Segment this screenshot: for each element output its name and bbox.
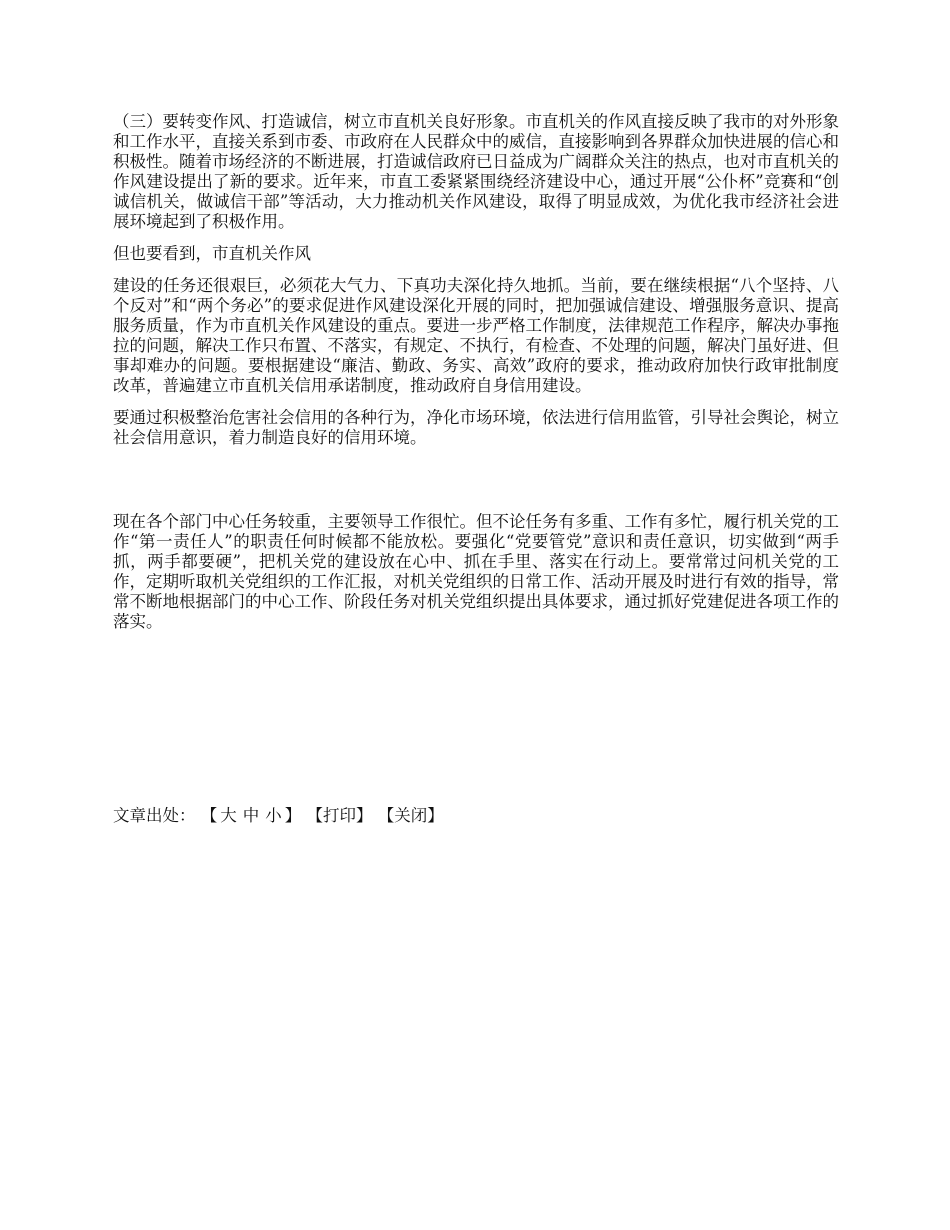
article-paragraph-2: 但也要看到，市直机关作风: [113, 244, 311, 263]
font-size-medium-link[interactable]: 中: [242, 806, 260, 825]
article-footer: [113, 806, 444, 826]
print-link[interactable]: 【打印】: [306, 806, 373, 825]
font-size-bracket-open: 【: [200, 806, 218, 825]
font-size-controls: [201, 806, 307, 825]
close-link[interactable]: 【关闭】: [377, 806, 444, 825]
article-paragraph-5: 现在各个部门中心任务较重，主要领导工作很忙。但不论任务有多重、工作有多忙，履行机关党的工作“第一责任人”的职责任何时候都不能放松。要强化“党要管党”意识和责任意识，切实做到“两手抓，两手都要硬”，把机关党的建设放在心中、抓在手里、落实在行动上。要常常过问机关党的工作，定期听取机关党组织的工作汇报，对机关党组织的日常工作、活动开展及时进行有效的指导，常常不断地根据部门的中心工作、阶段任务对机关党组织提出具体要求，通过抓好党建促进各项工作的落实。: [113, 512, 839, 631]
font-size-bracket-close: 】: [284, 806, 302, 825]
article-paragraph-3: 建设的任务还很艰巨，必须花大气力、下真功夫深化持久地抓。当前，要在继续根据“八个坚持、八个反对”和“两个务必”的要求促进作风建设深化开展的同时，把加强诚信建设、增强服务意识、提高服务质量，作为市直机关作风建设的重点。要进一步严格工作制度，法律规范工作程序，解决办事拖拉的问题，解决工作只布置、不落实，有规定、不执行，有检查、不处理的问题，解决门虽好进、但事却难办的问题。要根据建设“廉洁、勤政、务实、高效”政府的要求，推动政府加快行政审批制度改革，普遍建立市直机关信用承诺制度，推动政府自身信用建设。: [113, 276, 839, 395]
article-paragraph-4: 要通过积极整治危害社会信用的各种行为，净化市场环境，依法进行信用监管，引导社会舆论，树立社会信用意识，着力制造良好的信用环境。: [113, 408, 839, 447]
source-label: 文章出处：: [113, 806, 196, 825]
font-size-large-link[interactable]: 大: [220, 806, 237, 825]
article-body: [113, 112, 839, 644]
font-size-small-link[interactable]: 小: [265, 806, 282, 825]
article-paragraph-1: （三）要转变作风、打造诚信，树立市直机关良好形象。市直机关的作风直接反映了我市的对外形象和工作水平，直接关系到市委、市政府在人民群众中的威信，直接影响到各界群众加快进展的信心和积极性。随着市场经济的不断进展，打造诚信政府已日益成为广阔群众关注的热点，也对市直机关的作风建设提出了新的要求。近年来，市直工委紧紧围绕经济建设中心，通过开展“公仆杯”竞赛和“创诚信机关，做诚信干部”等活动，大力推动机关作风建设，取得了明显成效，为优化我市经济社会进展环境起到了积极作用。: [113, 112, 839, 231]
paragraph-spacer: [113, 460, 839, 512]
